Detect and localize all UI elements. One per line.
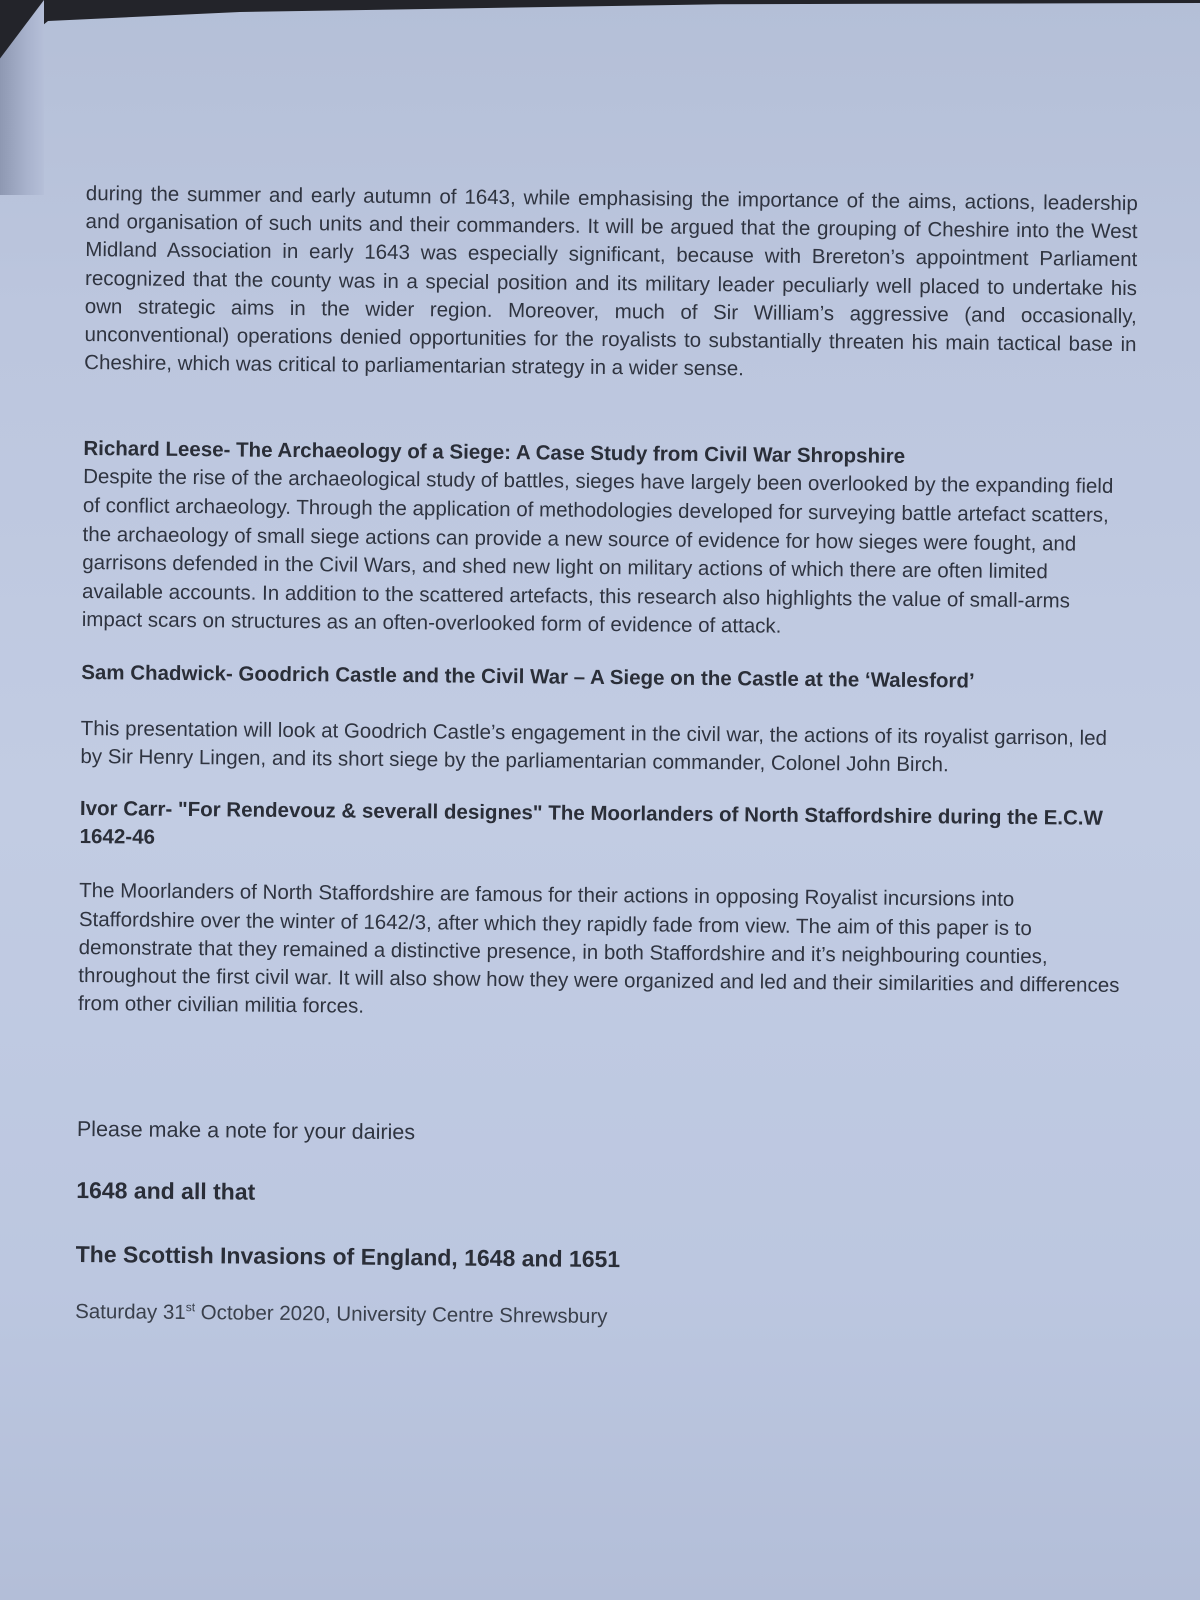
paper-abstract-carr: The Moorlanders of North Staffordshire are famous for their actions in opposing Royalist incursions into Staffordshire over the winter of 1642/3, after which they rapidly fade from view. The aim of this paper is to demonstrate that they remained a distinctive presence, in both Staffordshire and it’s neighbouring counties, throughout the first civil war. It will also show how they were organized and led and their similarities and differences from other civilian militia forces. [77, 879, 1120, 1018]
paper-heading-carr: Ivor Carr- "For Rendevouz & severall designes" The Moorlanders of North Staffordshire during the E.C.W 1642-46 [79, 797, 1103, 850]
date-suffix: October 2020, University Centre Shrewsbury [194, 1301, 608, 1329]
paper-abstract-chadwick: This presentation will look at Goodrich Castle’s engagement in the civil war, the actions of its royalist garrison, led by Sir Henry Lingen, and its short siege by the parliamentarian commander, Colonel John Birch. [80, 716, 1108, 777]
paper-heading-leese: Richard Leese- The Archaeology of a Siege: A Case Study from Civil War Shropshire [83, 437, 906, 469]
paper-heading-chadwick: Sam Chadwick- Goodrich Castle and the Civil War – A Siege on the Castle at the ‘Walesford’ [81, 660, 975, 693]
event-subtitle: The Scottish Invasions of England, 1648 and 1651 [75, 1241, 621, 1273]
paper-abstract-leese: Despite the rise of the archaeological study of battles, sieges have largely been overlooked by the expanding field of conflict archaeology. Through the application of methodologies developed for surveying battle artefact scatters, the archaeology of small siege actions can provide a new source of evidence for how sieges were fought, and garrisons defended in the Civil Wars, and shed new light on military actions of which there are often limited available accounts. In addition to the scattered artefacts, this research also highlights the value of small-arms impact scars on structures as an often-overlooked form of evidence of attack. [81, 465, 1114, 639]
intro-paragraph: during the summer and early autumn of 1643, while emphasising the importance of the aims, actions, leadership and organisation of such units and their commanders. It will be argued that the grouping of Cheshire into the West Midland Association in early 1643 was especially significant, because with Brereton’s appointment Parliament recognized that the county was in a special position and its military leader peculiarly well placed to undertake his own strategic aims in the wider region. Moreover, much of Sir William’s aggressive (and occasionally, unconventional) operations denied opportunities for the royalists to substantially threaten his main tactical base in Cheshire, which was critical to parliamentarian strategy in a wider sense. [84, 181, 1138, 381]
diary-note: Please make a note for your dairies [76, 1117, 416, 1145]
document-body [75, 180, 1138, 1336]
date-ordinal-suffix: st [185, 1300, 196, 1315]
event-title: 1648 and all that [76, 1177, 256, 1206]
date-prefix: Saturday 31 [75, 1300, 186, 1325]
